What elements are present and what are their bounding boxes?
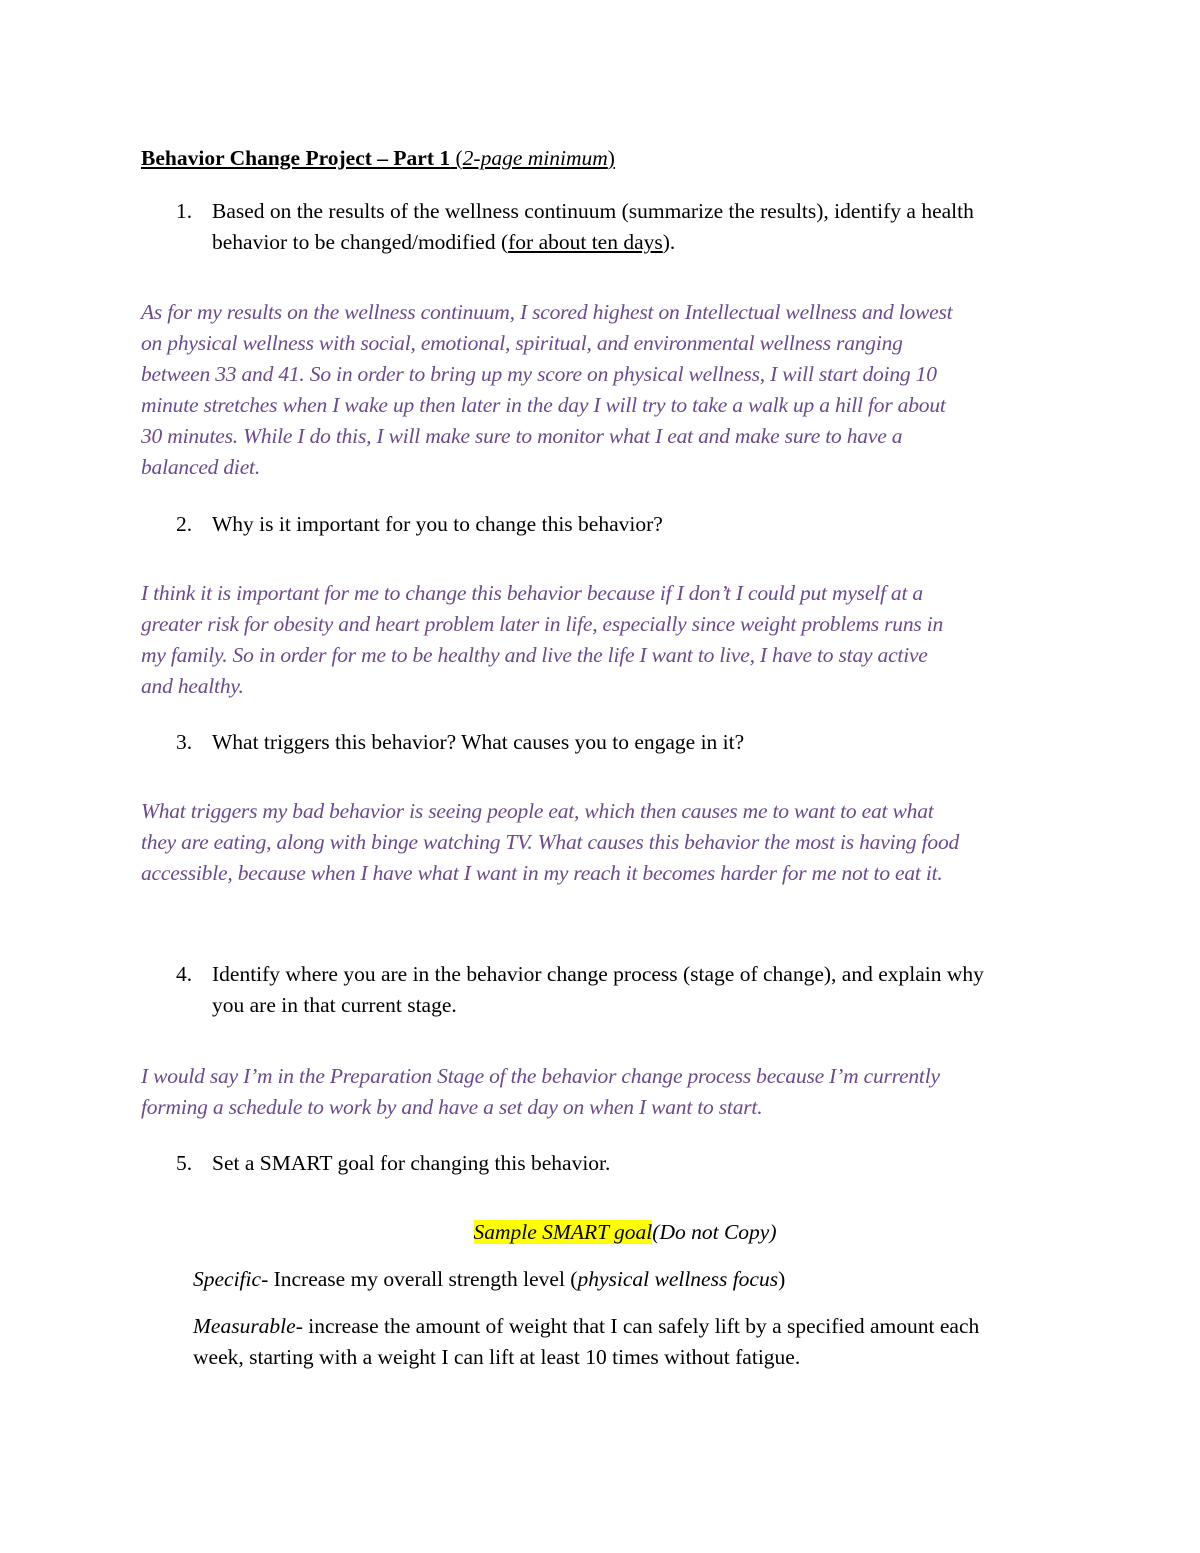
question-1-line-2-post: ). xyxy=(662,230,676,254)
smart-measurable-line-2: week, starting with a weight I can lift at least 10 times without fatigue. xyxy=(193,1345,801,1369)
question-2-line-1: Why is it important for you to change this behavior? xyxy=(212,512,663,536)
measurable-line-1-rest: - increase the amount of weight that I can safely lift by a specified amount each xyxy=(295,1314,980,1338)
answer-1-line-3: between 33 and 41. So in order to bring up my score on physical wellness, I will start doing 10 xyxy=(141,362,937,386)
answer-3-line-3: accessible, because when I have what I want in my reach it becomes harder for me not to eat it. xyxy=(141,861,943,885)
sample-smart-goal-highlight: Sample SMART goal xyxy=(473,1220,653,1244)
answer-1-line-4: minute stretches when I wake up then later in the day I will try to take a walk up a hill for about xyxy=(141,393,946,417)
question-1-line-2 xyxy=(212,229,675,255)
page-title xyxy=(141,145,615,171)
title-note: 2-page minimum xyxy=(462,146,608,170)
title-main: Behavior Change Project – Part 1 xyxy=(141,146,451,170)
question-4-line-1: Identify where you are in the behavior change process (stage of change), and explain why xyxy=(212,962,984,986)
answer-2-line-3: my family. So in order for me to be healthy and live the life I want to live, I have to stay active xyxy=(141,643,928,667)
answer-2-line-2: greater risk for obesity and heart problem later in life, especially since weight problems runs in xyxy=(141,612,944,636)
answer-4-line-2: forming a schedule to work by and have a set day on when I want to start. xyxy=(141,1095,763,1119)
answer-1-line-2: on physical wellness with social, emotional, spiritual, and environmental wellness ranging xyxy=(141,331,903,355)
question-4-line-2: you are in that current stage. xyxy=(212,993,457,1017)
specific-label: Specific xyxy=(193,1267,262,1291)
question-5-line-1: Set a SMART goal for changing this behavior. xyxy=(212,1151,611,1175)
specific-text-pre: - Increase my overall strength level ( xyxy=(261,1267,578,1291)
title-paren-close: ) xyxy=(607,146,615,170)
answer-4-line-1: I would say I’m in the Preparation Stage of the behavior change process because I’m currently xyxy=(141,1064,940,1088)
sample-smart-goal-note: (Do not Copy) xyxy=(652,1220,777,1244)
answer-1-line-6: balanced diet. xyxy=(141,455,260,479)
answer-2-line-4: and healthy. xyxy=(141,674,244,698)
question-3-number: 3. xyxy=(176,730,193,754)
answer-3-line-1: What triggers my bad behavior is seeing people eat, which then causes me to want to eat what xyxy=(141,799,934,823)
question-1-duration: for about ten days xyxy=(508,230,663,254)
question-1-line-1: Based on the results of the wellness continuum (summarize the results), identify a health xyxy=(212,199,974,223)
answer-2-line-1: I think it is important for me to change this behavior because if I don’t I could put myself at a xyxy=(141,581,923,605)
question-3-line-1: What triggers this behavior? What causes you to engage in it? xyxy=(212,730,745,754)
measurable-label: Measurable xyxy=(193,1314,296,1338)
specific-focus: physical wellness focus xyxy=(577,1267,779,1291)
question-5-number: 5. xyxy=(176,1151,193,1175)
question-1-line-2-pre: behavior to be changed/modified ( xyxy=(212,230,509,254)
question-4-number: 4. xyxy=(176,962,193,986)
sample-smart-goal-heading xyxy=(0,1219,1200,1245)
question-1-number: 1. xyxy=(176,199,193,223)
smart-measurable-line-1 xyxy=(193,1313,979,1339)
specific-text-post: ) xyxy=(778,1267,786,1291)
answer-3-line-2: they are eating, along with binge watching TV. What causes this behavior the most is having food xyxy=(141,830,960,854)
answer-1-line-5: 30 minutes. While I do this, I will make sure to monitor what I eat and make sure to have a xyxy=(141,424,903,448)
answer-1-line-1: As for my results on the wellness continuum, I scored highest on Intellectual wellness and lowest xyxy=(141,300,953,324)
question-2-number: 2. xyxy=(176,512,193,536)
title-paren-open: ( xyxy=(455,146,463,170)
smart-specific xyxy=(193,1266,785,1292)
